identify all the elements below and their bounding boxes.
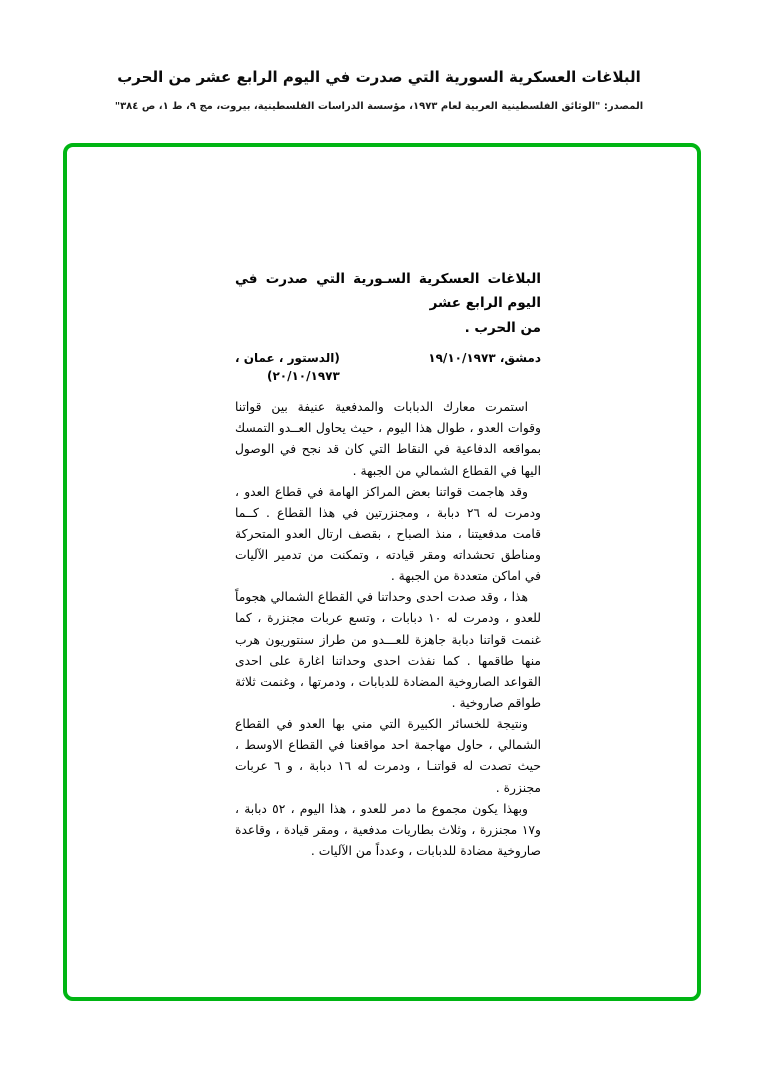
document-heading bbox=[235, 267, 541, 340]
scanned-document bbox=[235, 267, 541, 862]
document-heading-line1: البلاغات العسكرية السـورية التي صدرت في اليوم الرابع عشر bbox=[235, 271, 541, 312]
page-title: البلاغات العسكرية السورية التي صدرت في اليوم الرابع عشر من الحرب bbox=[117, 68, 641, 86]
document-heading-line2: من الحرب . bbox=[464, 319, 541, 336]
dateline-source-reference bbox=[235, 349, 340, 386]
dateline-source-line2: ٢٠/١٠/١٩٧٣) bbox=[266, 369, 340, 384]
paragraph: ونتيجة للخسائر الكبيرة التي مني بها العدو في القطاع الشمالي ، حاول مهاجمة احد مواقعنا في القطاع الاوسط ، حيث تصدت له قواتنـا ، ودمرت له ١٦ دبابة ، و ٦ عربات مجنزرة . bbox=[235, 717, 541, 795]
paragraph: استمرت معارك الدبابات والمدفعية عنيفة بين قواتنا وقوات العدو ، طوال هذا اليوم ، حيث يحاول العــدو التمسك بمواقعه الدفاعية في النقاط التي كان قد نجح في الوصول اليها في القطاع الشمالي من الجبهة . bbox=[235, 400, 541, 478]
document-frame bbox=[63, 143, 701, 1001]
paragraph: وقد هاجمت قواتنا بعض المراكز الهامة في قطاع العدو ، ودمرت له ٢٦ دبابة ، ومجنزرتين في هذا القطاع . كــما قامت مدفعيتنا ، منذ الصباح ، بقصف ارتال العدو المتحركة ومناطق تحشداته ومقر قيادته ، وتمكنت من تدمير الآليات في اماكن متعددة من الجبهة . bbox=[235, 484, 541, 584]
dateline bbox=[235, 349, 541, 386]
source-citation: المصدر: "الوثائق الفلسطينية العربية لعام ١٩٧٣، مؤسسة الدراسات الفلسطينية، بيروت، مج ٩، ط ١، ص ٣٨٤" bbox=[114, 101, 644, 112]
dateline-place-date: دمشق، ١٩/١٠/١٩٧٣ bbox=[428, 350, 541, 365]
document-body bbox=[235, 397, 541, 862]
paragraph: وبهذا يكون مجموع ما دمر للعدو ، هذا اليوم ، ٥٢ دبابة ، و١٧ مجنزرة ، وثلاث بطاريات مدفعية ، ومقر قيادة ، وقاعدة صاروخية مضادة للدبابات ، وعدداً من الآليات . bbox=[235, 801, 541, 859]
paragraph: هذا ، وقد صدت احدى وحداتنا في القطاع الشمالي هجوماً للعدو ، ودمرت له ١٠ دبابات ، وتسع عربات مجنزرة ، كما غنمت قواتنا دبابة جاهزة للعـــدو من طراز سنتوريون هرب منها طاقمها . كما نفذت احدى وحداتنا اغارة على احدى القواعد الصاروخية المضادة للدبابات ، ودمرتها ، وغنمت ثلاثة طواقم صاروخية . bbox=[235, 590, 542, 711]
dateline-source-line1: (الدستور ، عمان ، bbox=[235, 350, 340, 365]
